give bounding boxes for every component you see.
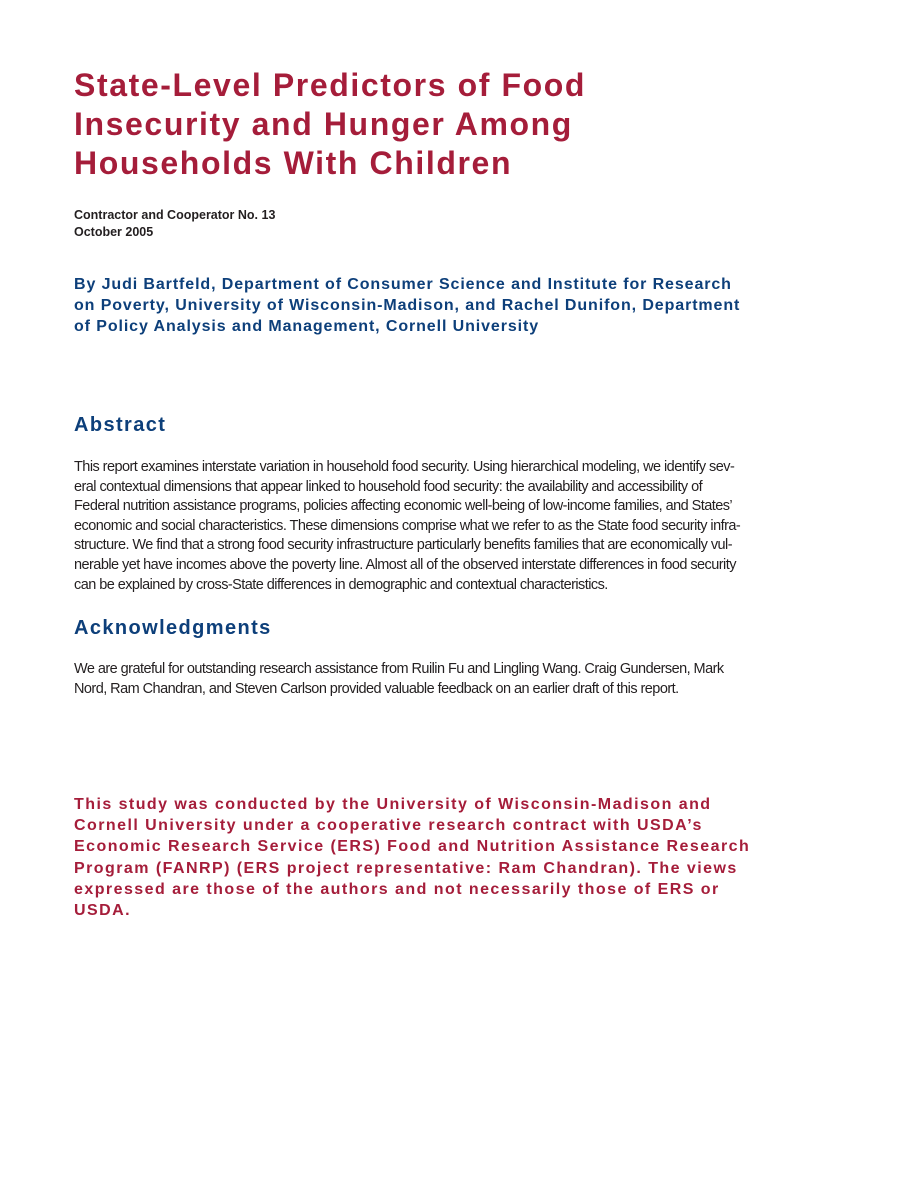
acknowledgments-text bbox=[74, 660, 844, 699]
acknowledgments-heading: Acknowledgments bbox=[74, 617, 272, 639]
report-title bbox=[74, 66, 714, 183]
disclaimer-line: Program (FANRP) (ERS project representative: Ram Chandran). The views bbox=[74, 859, 738, 877]
author-byline bbox=[74, 274, 854, 337]
abstract-text bbox=[74, 458, 844, 595]
author-byline-line: on Poverty, University of Wisconsin-Madison, and Rachel Dunifon, Department bbox=[74, 297, 741, 314]
disclaimer-line: Economic Research Service (ERS) Food and Nutrition Assistance Research bbox=[74, 838, 751, 856]
disclaimer-statement bbox=[74, 794, 864, 921]
abstract-line: nerable yet have incomes above the poverty line. Almost all of the observed interstate differences in food security bbox=[74, 556, 736, 573]
report-title-line: Insecurity and Hunger Among bbox=[74, 106, 573, 142]
report-date: October 2005 bbox=[74, 225, 154, 239]
acknowledgments-line: Nord, Ram Chandran, and Steven Carlson provided valuable feedback on an earlier draft of this report. bbox=[74, 680, 679, 697]
disclaimer-line: expressed are those of the authors and not necessarily those of ERS or bbox=[74, 880, 720, 898]
report-series-number: Contractor and Cooperator No. 13 bbox=[74, 208, 276, 222]
abstract-line: eral contextual dimensions that appear linked to household food security: the availability and accessibility of bbox=[74, 478, 703, 495]
report-info bbox=[74, 207, 275, 241]
disclaimer-line: USDA. bbox=[74, 902, 132, 920]
abstract-line: can be explained by cross-State differences in demographic and contextual characteristics. bbox=[74, 576, 608, 593]
abstract-heading: Abstract bbox=[74, 414, 167, 436]
author-byline-line: of Policy Analysis and Management, Cornell University bbox=[74, 318, 539, 335]
abstract-line: This report examines interstate variation in household food security. Using hierarchical modeling, we identify sev- bbox=[74, 459, 735, 475]
abstract-line: structure. We find that a strong food security infrastructure particularly benefits families that are economically vul- bbox=[74, 537, 732, 554]
report-title-line: Households With Children bbox=[74, 145, 513, 181]
report-title-line: State-Level Predictors of Food bbox=[74, 67, 587, 103]
disclaimer-line: This study was conducted by the University of Wisconsin-Madison and bbox=[74, 796, 712, 813]
disclaimer-line: Cornell University under a cooperative research contract with USDA’s bbox=[74, 817, 703, 835]
author-byline-line: By Judi Bartfeld, Department of Consumer Science and Institute for Research bbox=[74, 276, 732, 293]
abstract-line: economic and social characteristics. These dimensions comprise what we refer to as the State food security infra- bbox=[74, 517, 741, 534]
acknowledgments-line: We are grateful for outstanding research assistance from Ruilin Fu and Lingling Wang. Craig Gundersen, Mark bbox=[74, 661, 724, 677]
abstract-line: Federal nutrition assistance programs, policies affecting economic well-being of low-income families, and States’ bbox=[74, 498, 733, 515]
